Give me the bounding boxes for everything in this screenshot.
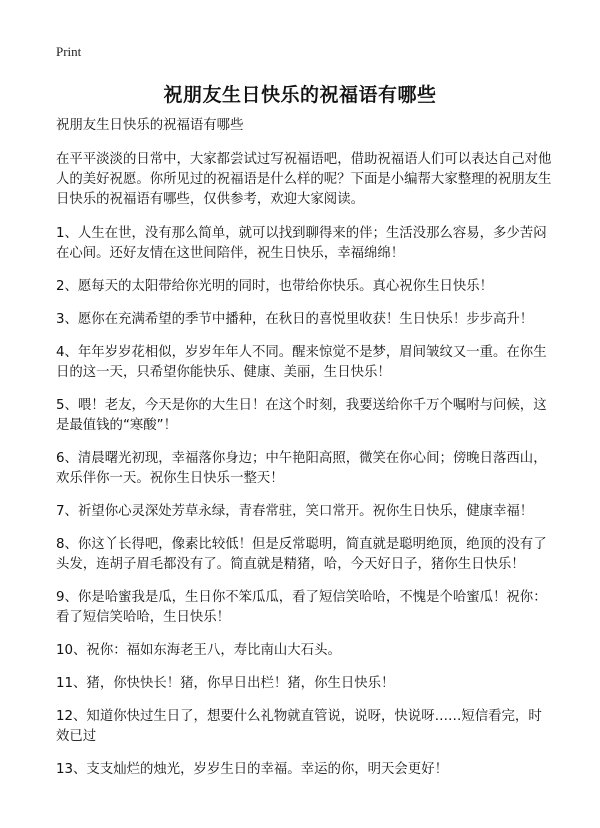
blessing-item-10: 10、祝你：福如东海老王八，寿比南山大石头。 xyxy=(56,643,341,658)
blessing-item-5: 5、喂！老友，今天是你的大生日！在这个时刻，我要送给你千万个嘱咐与问候，这是最值钱的“寒酸”！ xyxy=(56,398,547,433)
blessing-item-7: 7、祈望你心灵深处芳草永绿，青春常驻，笑口常开。祝你生日快乐，健康幸福！ xyxy=(56,504,534,519)
blessing-item-6: 6、清晨曙光初现，幸福落你身边；中午艳阳高照，微笑在你心间；傍晚日落西山，欢乐伴你一天。祝你生日快乐一整天！ xyxy=(56,451,547,486)
article-body xyxy=(56,116,552,793)
blessing-item-2: 2、愿每天的太阳带给你光明的同时，也带给你快乐。真心祝你生日快乐！ xyxy=(56,279,494,294)
blessing-item-13: 13、支支灿烂的烛光，岁岁生日的幸福。幸运的你，明天会更好！ xyxy=(56,762,448,777)
page-title: 祝朋友生日快乐的祝福语有哪些 xyxy=(163,84,437,106)
blessing-item-12: 12、知道你快过生日了，想要什么礼物就直管说，说呀，快说呀……短信看完，时效已过 xyxy=(56,709,542,744)
blessing-item-4: 4、年年岁岁花相似，岁岁年年人不同。醒来惊觉不是梦，眉间皱纹又一重。在你生日的这一天，只希望你能快乐、健康、美丽，生日快乐！ xyxy=(56,345,547,380)
print-link[interactable]: Print xyxy=(56,44,82,59)
blessing-item-3: 3、愿你在充满希望的季节中播种，在秋日的喜悦里收获！生日快乐！步步高升！ xyxy=(56,312,534,327)
intro-paragraph: 在平平淡淡的日常中，大家都尝试过写祝福语吧，借助祝福语人们可以表达自己对他人的美好祝愿。你所见过的祝福语是什么样的呢？下面是小编帮大家整理的祝朋友生日快乐的祝福语有哪些，仅供参考，欢迎大家阅读。 xyxy=(56,152,552,207)
blessing-item-1: 1、人生在世，没有那么简单，就可以找到聊得来的伴；生活没那么容易，多少苦闷在心间。还好友情在这世间陪伴，祝生日快乐，幸福绵绵！ xyxy=(56,226,547,261)
article-subtitle: 祝朋友生日快乐的祝福语有哪些 xyxy=(56,118,244,133)
blessing-item-8: 8、你这丫长得吧，像素比较低！但是反常聪明，简直就是聪明绝顶，绝顶的没有了头发，连胡子眉毛都没有了。简直就是精猪，哈，今天好日子，猪你生日快乐！ xyxy=(56,537,547,572)
blessing-item-11: 11、猪，你快快长！猪，你早日出栏！猪，你生日快乐！ xyxy=(56,676,395,691)
blessing-item-9: 9、你是哈蜜我是瓜，生日你不笨瓜瓜，看了短信笑哈哈，不愧是个哈蜜瓜！祝你：看了短信笑哈哈，生日快乐！ xyxy=(56,590,547,625)
